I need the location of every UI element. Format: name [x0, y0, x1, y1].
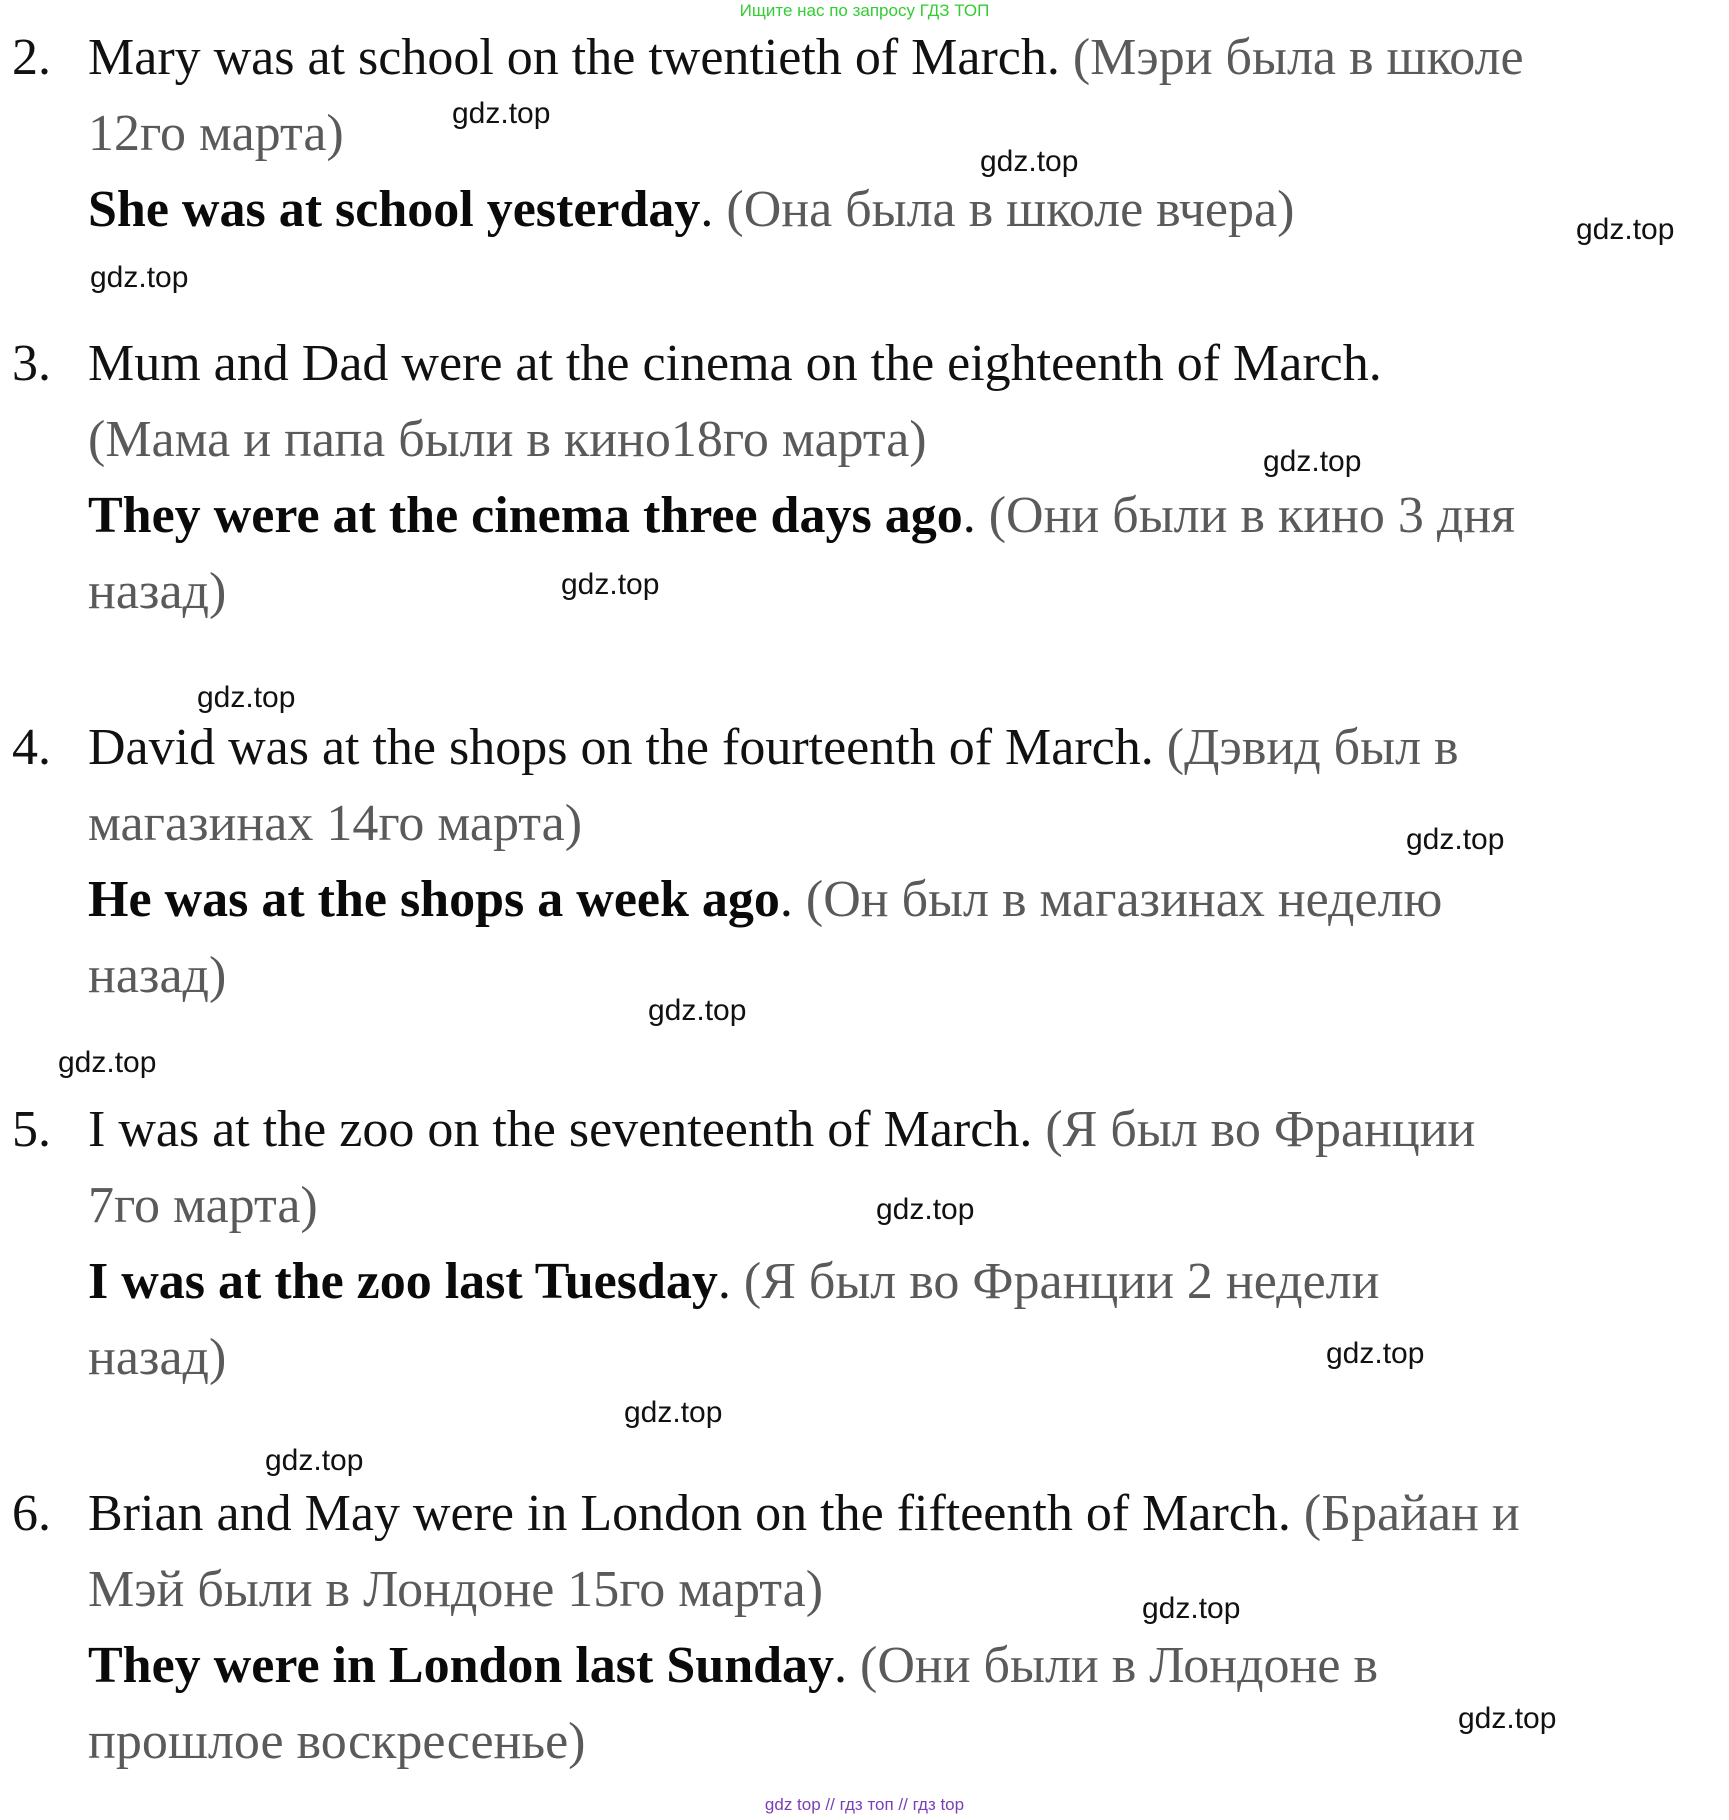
exercise-sentence: I was at the zoo on the seventeenth of March. (Я был во Франции — [88, 1101, 1476, 1158]
watermark: gdz.top — [1142, 1592, 1241, 1625]
watermark: gdz.top — [876, 1193, 975, 1226]
translation-line: 12го марта) — [88, 105, 344, 162]
footer-note: gdz top // гдз топ // гдз top — [764, 1795, 965, 1814]
answer-sentence: He was at the shops a week ago. (Он был в магазинах неделю — [88, 871, 1443, 928]
watermark: gdz.top — [1576, 213, 1675, 246]
search-hint: Ищите нас по запросу ГДЗ ТОП — [739, 1, 990, 20]
watermark: gdz.top — [90, 261, 189, 294]
translation-line: назад) — [88, 563, 227, 620]
watermark: gdz.top — [1458, 1702, 1557, 1735]
watermark: gdz.top — [58, 1046, 157, 1079]
item-number: 4. — [12, 719, 51, 776]
translation-line: магазинах 14го марта) — [88, 795, 583, 852]
item-number: 2. — [12, 29, 51, 86]
watermark: gdz.top — [1406, 823, 1505, 856]
item-number: 6. — [12, 1485, 51, 1542]
item-number: 3. — [12, 335, 51, 392]
exercise-sentence: Mary was at school on the twentieth of March. (Мэри была в школе — [88, 29, 1524, 86]
answer-sentence: They were in London last Sunday. (Они были в Лондоне в — [88, 1637, 1378, 1694]
translation-line: Мэй были в Лондоне 15го марта) — [88, 1561, 824, 1618]
watermark: gdz.top — [648, 994, 747, 1027]
watermark: gdz.top — [197, 681, 296, 714]
translation-line: 7го марта) — [88, 1177, 318, 1234]
watermark: gdz.top — [1263, 445, 1362, 478]
translation-line: назад) — [88, 947, 227, 1004]
watermark: gdz.top — [624, 1396, 723, 1429]
watermark: gdz.top — [561, 568, 660, 601]
translation-line: (Мама и папа были в кино18го марта) — [88, 411, 927, 468]
answer-sentence: They were at the cinema three days ago. (Они были в кино 3 дня — [88, 487, 1516, 544]
item-number: 5. — [12, 1101, 51, 1158]
translation-line: назад) — [88, 1329, 227, 1386]
answer-sentence: She was at school yesterday. (Она была в школе вчера) — [88, 181, 1295, 238]
translation-line: прошлое воскресенье) — [88, 1713, 586, 1770]
exercise-sentence: David was at the shops on the fourteenth of March. (Дэвид был в — [88, 719, 1459, 776]
watermark: gdz.top — [1326, 1337, 1425, 1370]
exercise-sentence: Mum and Dad were at the cinema on the eighteenth of March. — [88, 335, 1382, 392]
watermark: gdz.top — [452, 97, 551, 130]
watermark: gdz.top — [980, 145, 1079, 178]
exercise-sentence: Brian and May were in London on the fifteenth of March. (Брайан и — [88, 1485, 1520, 1542]
answer-sentence: I was at the zoo last Tuesday. (Я был во Франции 2 недели — [88, 1253, 1380, 1310]
watermark: gdz.top — [265, 1444, 364, 1477]
